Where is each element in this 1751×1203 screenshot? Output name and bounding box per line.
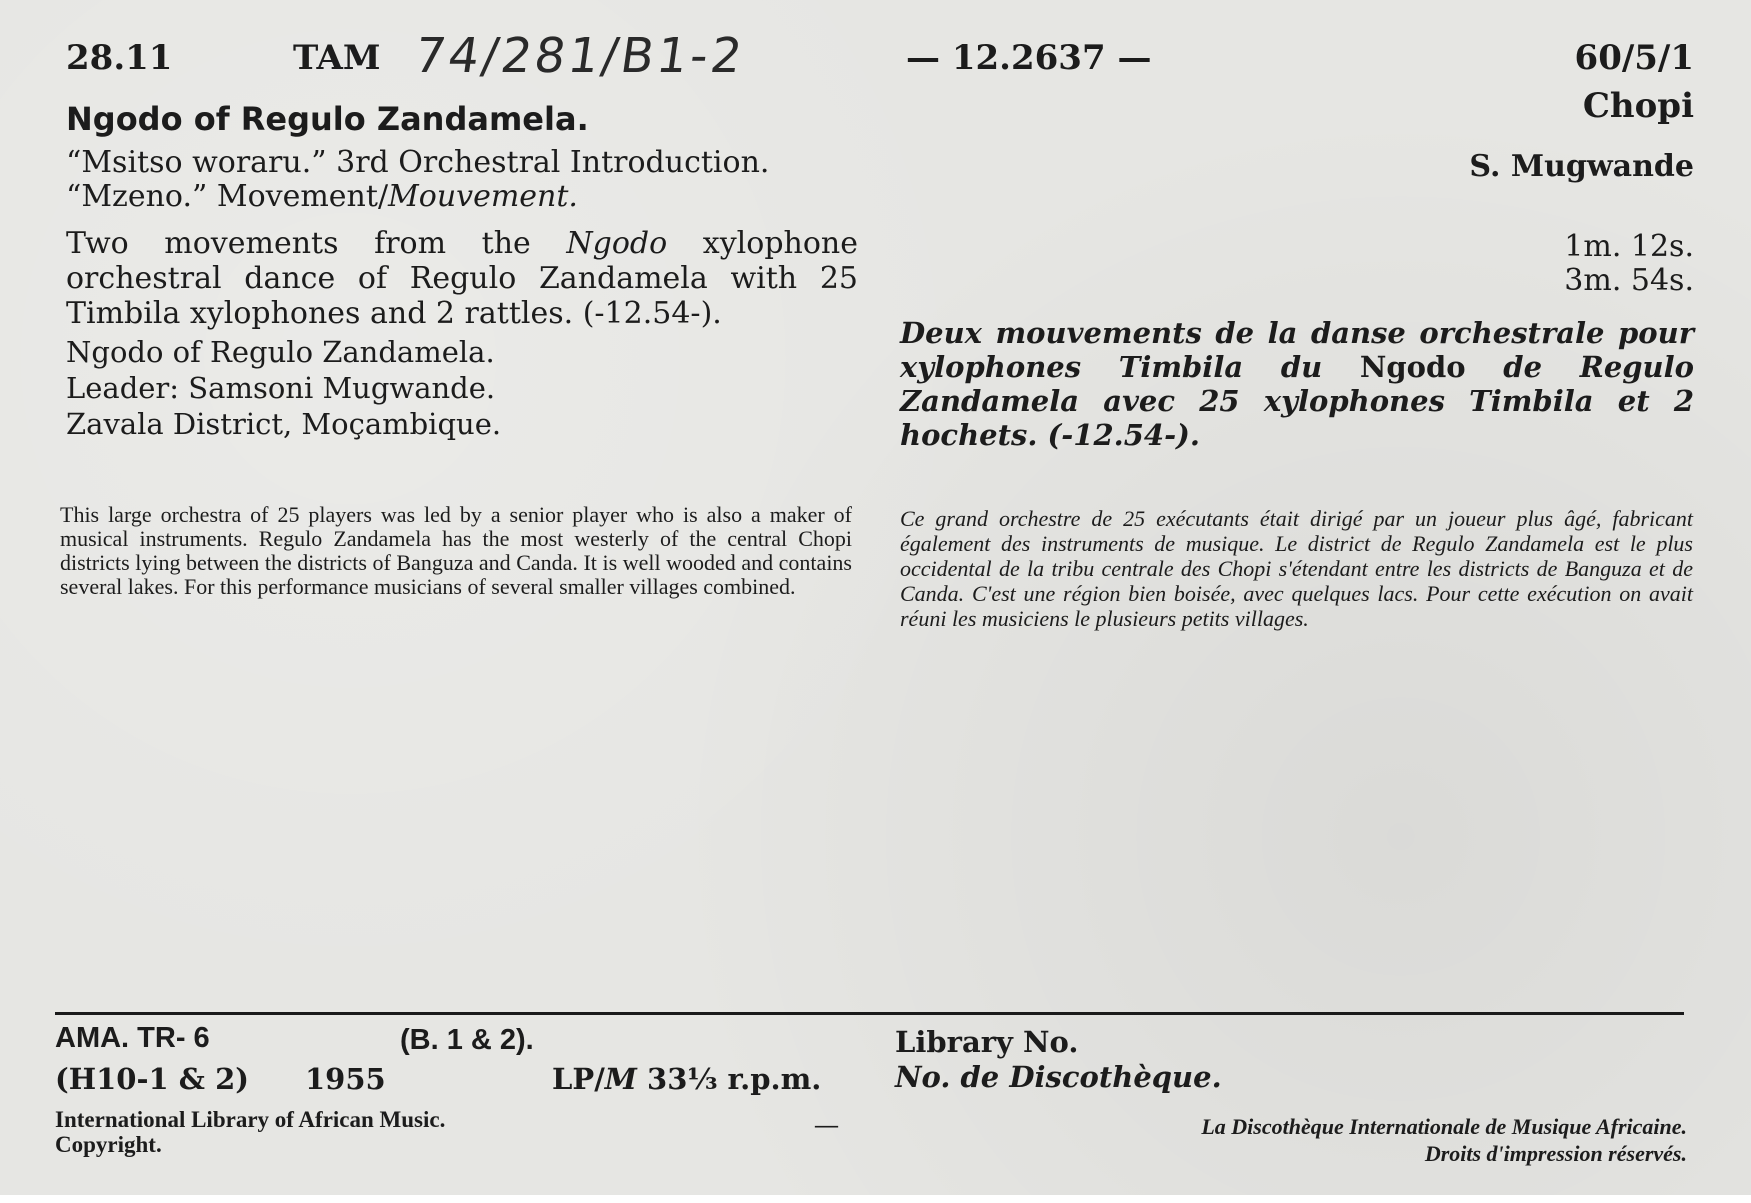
ilam-name: International Library of African Music. — [55, 1107, 446, 1132]
format-speed: 33⅓ r.p.m. — [647, 1062, 822, 1096]
footer-divider — [55, 1012, 1684, 1015]
french-description-text: Deux mouvements de la danse orchestrale pour xylophones Timbila du — [900, 316, 1694, 384]
english-description-italic: Ngodo — [566, 226, 668, 261]
duration-2: 3m. 54s. — [1564, 263, 1694, 298]
french-description — [900, 316, 1694, 452]
format-label — [552, 1063, 821, 1096]
english-description-rest: xylophone orchestral dance of Regulo Zandamela with 25 Timbila xylophones and 2 rattles. (-12.54-). — [66, 226, 858, 331]
classification-code: 60/5/1 — [1574, 38, 1694, 78]
french-description-upright: Ngodo — [1359, 350, 1466, 384]
track-line-2 — [66, 180, 578, 214]
tribe-name: Chopi — [1582, 86, 1694, 126]
french-notes: Ce grand orchestre de 25 exécutants était dirigé par un joueur plus âgé, fabricant également des instruments de musique. Le district de Regulo Zandamela est le plus occidental de la tribu centrale des Chopi s'étendant entre les districts de Banguza et de Canda. C'est une région bien boisée, avec quelques lacs. Pour cette exécution on avait réuni les musiciens le plusieurs petits villages. — [900, 506, 1693, 631]
year: 1955 — [305, 1062, 386, 1096]
footer-dash: — — [815, 1112, 838, 1137]
track-line-2-italic: Mouvement. — [388, 179, 578, 214]
library-no-label: Library No. — [895, 1025, 1079, 1059]
english-description-text: Two movements from the — [66, 226, 567, 261]
matrix-number: — 12.2637 — — [906, 38, 1152, 78]
duration-1: 1m. 12s. — [1564, 229, 1694, 264]
tam-label: TAM — [293, 38, 381, 78]
detail-district: Zavala District, Moçambique. — [66, 407, 502, 441]
series-number: AMA. TR- 6 — [55, 1022, 210, 1054]
discotheque-number-label: No. de Discothèque. — [895, 1060, 1222, 1094]
handwritten-catalog-number: 74/281/B1-2 — [411, 28, 749, 84]
format-lp: LP/ — [552, 1062, 605, 1096]
card-number: 28.11 — [66, 38, 173, 78]
french-description-rest: de Regulo Zandamela avec 25 xylophones Timbila et 2 hochets. (-12.54-). — [900, 350, 1694, 452]
side-label: (B. 1 & 2). — [400, 1024, 534, 1056]
droits-label: Droits d'impression réservés. — [1424, 1141, 1687, 1166]
discotheque-name: La Discothèque Internationale de Musique Africaine. — [1201, 1114, 1687, 1139]
english-description — [66, 226, 858, 331]
format-m: M — [604, 1062, 637, 1096]
english-notes: This large orchestra of 25 players was led by a senior player who is also a maker of musical instruments. Regulo Zandamela has the most westerly of the central Chopi districts lying between the districts of Banguza and Canda. It is well wooded and contains several lakes. For this performance musicians of several smaller villages combined. — [60, 502, 852, 599]
record-title: Ngodo of Regulo Zandamela. — [66, 100, 589, 138]
track-line-1: “Msitso woraru.” 3rd Orchestral Introduction. — [66, 145, 770, 180]
detail-leader: Leader: Samsoni Mugwande. — [66, 371, 496, 405]
detail-ngodo: Ngodo of Regulo Zandamela. — [66, 335, 495, 369]
track-line-2-text: “Mzeno.” Movement/ — [66, 179, 389, 214]
copyright-label: Copyright. — [55, 1132, 162, 1157]
performer-name: S. Mugwande — [1469, 149, 1694, 184]
reference-number: (H10-1 & 2) — [55, 1062, 249, 1096]
